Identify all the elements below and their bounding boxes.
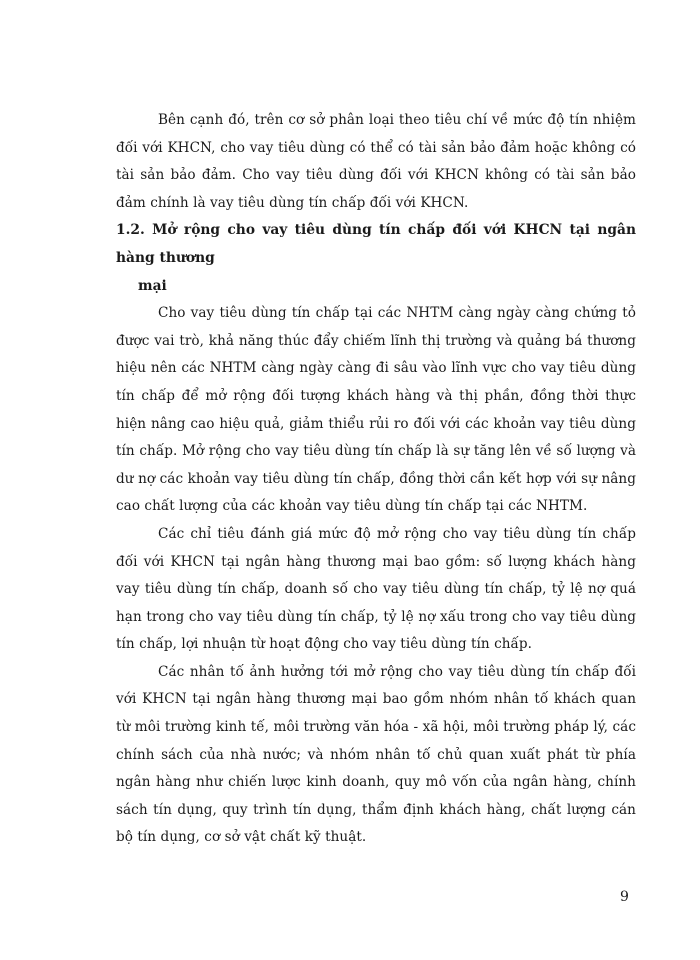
document-page xyxy=(116,107,636,852)
paragraph-intro: Bên cạnh đó, trên cơ sở phân loại theo tiêu chí về mức độ tín nhiệm đối với KHCN, cho vay tiêu dùng có thể có tài sản bảo đảm hoặc không có tài sản bảo đảm. Cho vay tiêu dùng đối với KHCN không có tài sản bảo đảm chính là vay tiêu dùng tín chấp đối với KHCN. xyxy=(116,112,636,211)
paragraph-criteria: Các chỉ tiêu đánh giá mức độ mở rộng cho vay tiêu dùng tín chấp đối với KHCN tại ngân hàng thương mại bao gồm: số lượng khách hàng vay tiêu dùng tín chấp, doanh số cho vay tiêu dùng tín chấp, tỷ lệ nợ quá hạn trong cho vay tiêu dùng tín chấp, tỷ lệ nợ xấu trong cho vay tiêu dùng tín chấp, lợi nhuận từ hoạt động cho vay tiêu dùng tín chấp. xyxy=(116,525,636,653)
page-number: 9 xyxy=(620,889,629,905)
section-heading-line2: mại xyxy=(138,277,167,294)
paragraph-factors: Các nhân tố ảnh hưởng tới mở rộng cho vay tiêu dùng tín chấp đối với KHCN tại ngân hàng thương mại bao gồm nhóm nhân tố khách quan từ môi trường kinh tế, môi trường văn hóa - xã hội, môi trường pháp lý, các chính sách của nhà nước; và nhóm nhân tố chủ quan xuất phát từ phía ngân hàng như chiến lược kinh doanh, quy mô vốn của ngân hàng, chính sách tín dụng, quy trình tín dụng, thẩm định khách hàng, chất lượng cán bộ tín dụng, cơ sở vật chất kỹ thuật. xyxy=(116,663,636,846)
section-heading-line1: 1.2. Mở rộng cho vay tiêu dùng tín chấp đối với KHCN tại ngân hàng thương xyxy=(116,222,636,266)
paragraph-role: Cho vay tiêu dùng tín chấp tại các NHTM càng ngày càng chứng tỏ được vai trò, khả năng thúc đẩy chiếm lĩnh thị trường và quảng bá thương hiệu nên các NHTM càng ngày càng đi sâu vào lĩnh vực cho vay tiêu dùng tín chấp để mở rộng đối tượng khách hàng và thị phần, đồng thời thực hiện nâng cao hiệu quả, giảm thiểu rủi ro đối với các khoản vay tiêu dùng tín chấp. Mở rộng cho vay tiêu dùng tín chấp là sự tăng lên về số lượng và dư nợ các khoản vay tiêu dùng tín chấp, đồng thời cần kết hợp với sự nâng cao chất lượng của các khoản vay tiêu dùng tín chấp tại các NHTM. xyxy=(116,305,636,515)
section-heading xyxy=(116,217,636,300)
